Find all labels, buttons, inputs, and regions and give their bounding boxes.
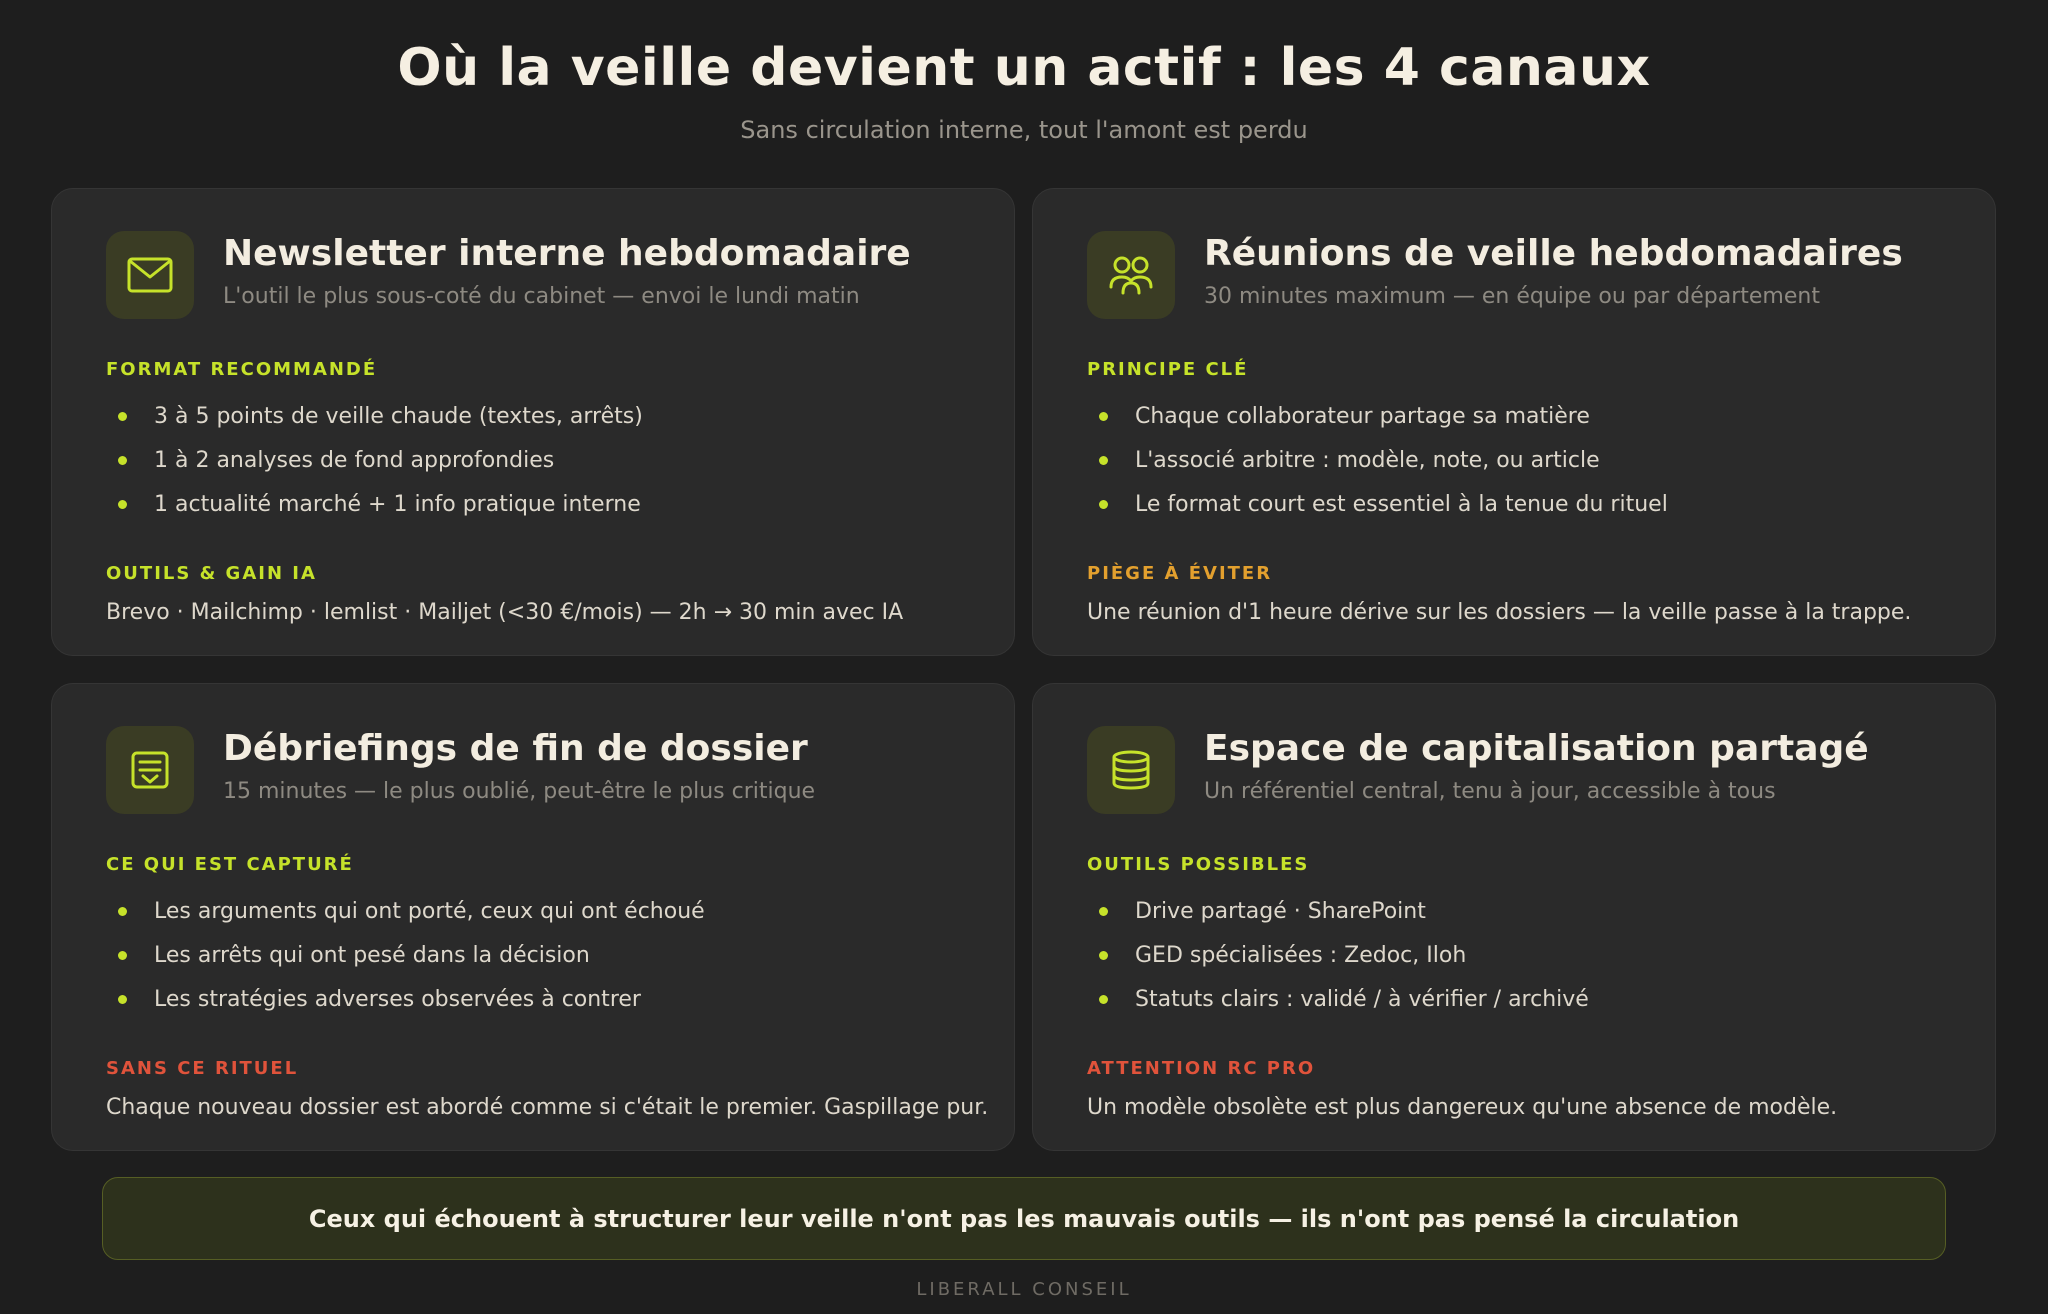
- note-label: ATTENTION RC PRO: [1087, 1058, 1316, 1079]
- list-item: Les stratégies adverses observées à contrer: [106, 985, 705, 1029]
- card-title: Newsletter interne hebdomadaire: [223, 233, 911, 274]
- bullet-list: [1087, 402, 1668, 534]
- database-icon: [1087, 726, 1175, 814]
- bullet-list: [106, 897, 705, 1029]
- card-title: Espace de capitalisation partagé: [1204, 728, 1869, 769]
- footer-brand: LIBERALL CONSEIL: [916, 1279, 1132, 1300]
- note-label: OUTILS & GAIN IA: [106, 563, 317, 584]
- team-icon: [1087, 231, 1175, 319]
- list-item: Les arrêts qui ont pesé dans la décision: [106, 941, 705, 985]
- conclusion-banner: Ceux qui échouent à structurer leur veille n'ont pas les mauvais outils — ils n'ont pas pensé la circulation: [102, 1177, 1946, 1260]
- note-label: SANS CE RITUEL: [106, 1058, 299, 1079]
- card-title: Réunions de veille hebdomadaires: [1204, 233, 1903, 274]
- note-text: Chaque nouveau dossier est abordé comme si c'était le premier. Gaspillage pur.: [106, 1095, 989, 1120]
- section-label: CE QUI EST CAPTURÉ: [106, 854, 354, 875]
- bullet-list: [106, 402, 643, 534]
- list-item: GED spécialisées : Zedoc, Iloh: [1087, 941, 1589, 985]
- list-item: L'associé arbitre : modèle, note, ou article: [1087, 446, 1668, 490]
- card-meetings: [1032, 188, 1996, 656]
- page-subtitle: Sans circulation interne, tout l'amont est perdu: [740, 116, 1308, 144]
- note-text: Un modèle obsolète est plus dangereux qu'une absence de modèle.: [1087, 1095, 1838, 1120]
- card-debriefings: [51, 683, 1015, 1151]
- card-subtitle: Un référentiel central, tenu à jour, accessible à tous: [1204, 779, 1776, 804]
- card-title: Débriefings de fin de dossier: [223, 728, 808, 769]
- clipboard-icon: [106, 726, 194, 814]
- list-item: Le format court est essentiel à la tenue du rituel: [1087, 490, 1668, 534]
- note-text: Brevo · Mailchimp · lemlist · Mailjet (<30 €/mois) — 2h → 30 min avec IA: [106, 600, 904, 625]
- list-item: Chaque collaborateur partage sa matière: [1087, 402, 1668, 446]
- list-item: 3 à 5 points de veille chaude (textes, arrêts): [106, 402, 643, 446]
- list-item: Statuts clairs : validé / à vérifier / archivé: [1087, 985, 1589, 1029]
- section-label: FORMAT RECOMMANDÉ: [106, 359, 378, 380]
- mail-icon: [106, 231, 194, 319]
- card-subtitle: L'outil le plus sous-coté du cabinet — envoi le lundi matin: [223, 284, 860, 309]
- bullet-list: [1087, 897, 1589, 1029]
- list-item: Les arguments qui ont porté, ceux qui ont échoué: [106, 897, 705, 941]
- list-item: 1 actualité marché + 1 info pratique interne: [106, 490, 643, 534]
- list-item: Drive partagé · SharePoint: [1087, 897, 1589, 941]
- card-newsletter: [51, 188, 1015, 656]
- section-label: OUTILS POSSIBLES: [1087, 854, 1310, 875]
- note-text: Une réunion d'1 heure dérive sur les dossiers — la veille passe à la trappe.: [1087, 600, 1912, 625]
- note-label: PIÈGE À ÉVITER: [1087, 563, 1273, 584]
- list-item: 1 à 2 analyses de fond approfondies: [106, 446, 643, 490]
- section-label: PRINCIPE CLÉ: [1087, 359, 1249, 380]
- card-subtitle: 30 minutes maximum — en équipe ou par département: [1204, 284, 1820, 309]
- card-shared-space: [1032, 683, 1996, 1151]
- card-subtitle: 15 minutes — le plus oublié, peut-être le plus critique: [223, 779, 816, 804]
- page-title: Où la veille devient un actif : les 4 canaux: [397, 38, 1651, 98]
